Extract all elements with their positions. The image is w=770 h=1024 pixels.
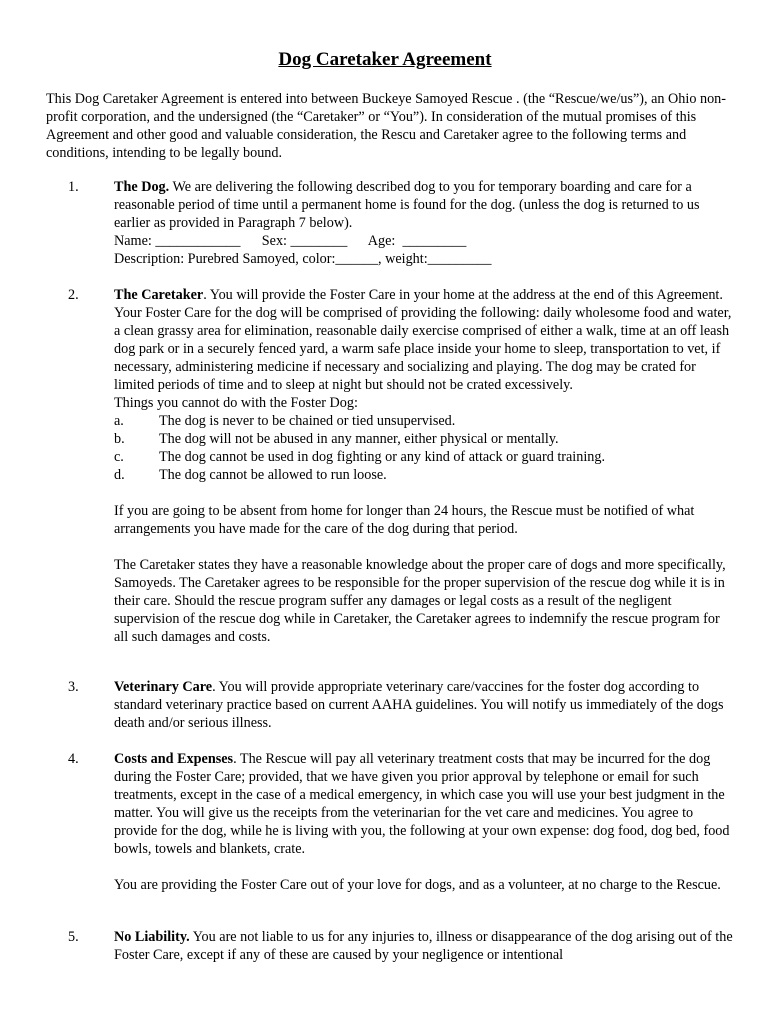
section-heading: The Dog. <box>114 179 170 195</box>
section-no-liability <box>46 928 736 964</box>
section-heading: The Caretaker <box>114 287 204 303</box>
dog-description-line: Description: Purebred Samoyed, color:______, weight:_________ <box>114 251 492 267</box>
section-text: We are delivering the following described dog to you for temporary boarding and care for a reasonable period of time until a permanent home is found for the dog. (unless the dog is returned to us earlier as provided in Paragraph 7 below). <box>114 179 700 231</box>
section-the-caretaker <box>46 286 736 646</box>
section-number: 5. <box>68 929 79 945</box>
document-title: Dog Caretaker Agreement <box>278 49 492 70</box>
section-text: . You will provide appropriate veterinary care/vaccines for the foster dog according to standard veterinary practice based on current AAHA guidelines. You will notify us immediately of the dogs death and/or serious illness. <box>114 679 724 731</box>
indemnify-paragraph: The Caretaker states they have a reasonable knowledge about the proper care of dogs and more specifically, Samoyeds. The Caretaker agrees to be responsible for the proper supervision of the rescue dog while it is in their care. Should the rescue program suffer any damages or legal costs as a result of the negligent supervision of the rescue dog while in Caretaker, the Caretaker agrees to indemnify the rescue program for all such damages and costs. <box>114 557 726 645</box>
section-number: 4. <box>68 751 79 767</box>
section-text: You are not liable to us for any injuries to, illness or disappearance of the dog arising out of the Foster Care, except if any of these are caused by your negligence or intentional <box>114 929 733 963</box>
section-text: . You will provide the Foster Care in your home at the address at the end of this Agreement. Your Foster Care for the dog will be comprised of providing the following: daily wholesome food and water, a clean grassy area for elimination, reasonable daily exercise comprised of either a walk, time at an off leash dog park or in a securely fenced yard, a warm safe place inside your home to sleep, transportation to vet, if necessary, administering medicine if necessary and socializing and playing. The dog may be crated for limited periods of time and to sleep at night but should not be crated excessively. <box>114 287 732 393</box>
section-number: 2. <box>68 287 79 303</box>
section-text: . The Rescue will pay all veterinary treatment costs that may be incurred for the dog during the Foster Care; provided, that we have given you prior approval by telephone or email for such treatments, except in the case of a medical emergency, in which case you will use your best judgment in the matter. You will give us the receipts from the veterinarian for the vet care and medicines. You agree to provide for the dog, while he is living with you, the following at your own expense: dog food, dog bed, food bowls, towels and blankets, crate. <box>114 751 730 857</box>
section-heading: Costs and Expenses <box>114 751 234 767</box>
dog-fields-line: Name: ____________ Sex: ________ Age: _________ <box>114 233 467 249</box>
list-item: d. The dog cannot be allowed to run loose. <box>114 467 387 483</box>
section-heading: Veterinary Care <box>114 679 213 695</box>
section-heading: No Liability. <box>114 929 190 945</box>
section-veterinary-care <box>46 678 736 732</box>
section-number: 3. <box>68 679 79 695</box>
list-item: a. The dog is never to be chained or tied unsupervised. <box>114 413 456 429</box>
volunteer-paragraph: You are providing the Foster Care out of your love for dogs, and as a volunteer, at no charge to the Rescue. <box>114 877 721 893</box>
absence-paragraph: If you are going to be absent from home for longer than 24 hours, the Rescue must be notified of what arrangements you have made for the care of the dog during that period. <box>114 503 695 537</box>
list-item: b. The dog will not be abused in any manner, either physical or mentally. <box>114 431 559 447</box>
section-the-dog <box>46 178 736 268</box>
list-intro: Things you cannot do with the Foster Dog: <box>114 395 358 411</box>
section-number: 1. <box>68 179 79 195</box>
list-item: c. The dog cannot be used in dog fighting or any kind of attack or guard training. <box>114 449 606 465</box>
section-costs-expenses <box>46 750 736 894</box>
intro-paragraph: This Dog Caretaker Agreement is entered into between Buckeye Samoyed Rescue . (the “Rescue/we/us”), an Ohio non-profit corporation, and the undersigned (the “Caretaker” or “You”). In consideration of the mutual promises of this Agreement and other good and valuable consideration, the Rescu and Caretaker agree to the following terms and conditions, intending to be legally bound. <box>46 91 726 161</box>
